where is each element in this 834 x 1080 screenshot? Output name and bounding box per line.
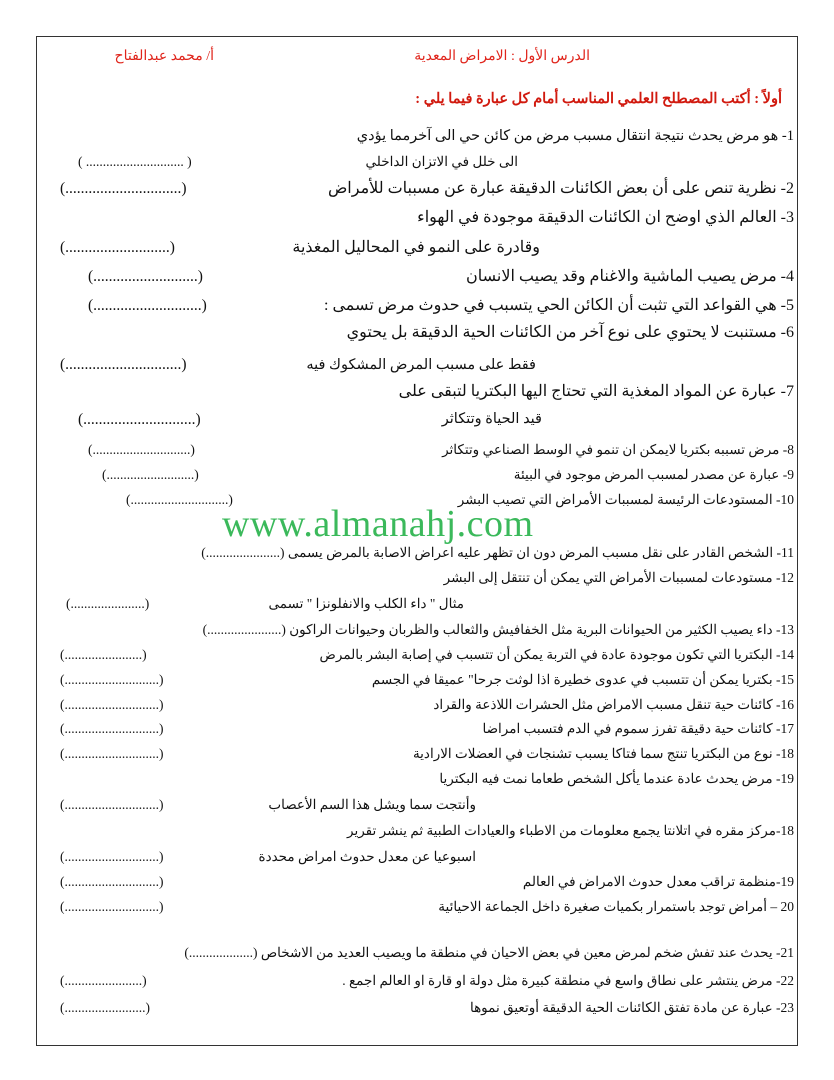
item-1-line-1: 1- هو مرض يحدث نتيجة انتقال مسبب مرض من كائن حي الى آخرمما يؤدي [356,128,794,144]
item-9-answer-blank[interactable]: (..........................) [102,467,199,482]
item-2-answer-blank[interactable]: (..............................) [60,180,187,197]
item-15-line-1: 15- بكتريا يمكن أن تتسبب في عدوى خطيرة اذا لوثت جرحا" عميقا في الجسم [371,672,794,687]
item-15-answer-blank[interactable]: (............................) [60,672,164,687]
item-22-line-1: 22- مرض ينتشر على نطاق واسع في منطقة كبيرة مثل دولة او قارة او العالم اجمع . [342,973,794,988]
item-1-answer-blank[interactable]: ( ............................. ) [78,154,192,169]
item-19b-line-1: 19-منظمة تراقب معدل حدوث الامراض في العالم [522,874,794,889]
teacher-name: أ/ محمد عبدالفتاح [114,49,214,64]
item-6-line-2: فقط على مسبب المرض المشكوك فيه [306,357,536,373]
item-19-answer-blank[interactable]: (............................) [60,797,164,812]
item-10-answer-blank[interactable]: (.............................) [126,492,233,507]
item-6-line-1: 6- مستنبت لا يحتوي على نوع آخر من الكائنات الحية الدقيقة بل يحتوي [346,324,794,341]
item-18-answer-blank[interactable]: (............................) [60,746,164,761]
item-3-line-1: 3- العالم الذي اوضح ان الكائنات الدقيقة موجودة في الهواء [417,209,794,226]
item-7-line-2: قيد الحياة وتتكاثر [441,411,542,427]
item-19-line-2: وأنتجت سما ويشل هذا السم الأعصاب [268,797,476,812]
item-17-line-1: 17- كائنات حية دقيقة تفرز سموم في الدم فتسبب امراضا [482,721,794,736]
item-5-line-1: 5- هي القواعد التي تثبت أن الكائن الحي يتسبب في حدوث مرض تسمى : [324,297,794,314]
item-12-line-1: 12- مستودعات لمسببات الأمراض التي يمكن أن تنتقل إلى البشر [443,570,794,585]
item-13-line-1: 13- داء يصيب الكثير من الحيوانات البرية مثل الخفافيش والثعالب والظربان وحيوانات الراكون (......................) [202,622,794,637]
item-4-line-1: 4- مرض يصيب الماشية والاغنام وقد يصيب الانسان [465,268,794,285]
item-16-line-1: 16- كائنات حية تنقل مسبب الامراض مثل الحشرات اللاذعة والقراد [433,697,794,712]
item-23-line-1: 23- عبارة عن مادة تفتق الكائنات الحية الدقيقة أوتعيق نموها [469,1000,794,1015]
section-title: أولاً : أكتب المصطلح العلمي المناسب أمام كل عبارة فيما يلي : [415,91,782,107]
item-12-line-2: مثال " داء الكلب والانفلونزا " تسمى [268,596,464,611]
item-12-answer-blank[interactable]: (......................) [66,596,150,611]
item-14-answer-blank[interactable]: (.......................) [60,647,147,662]
item-10-line-1: 10- المستودعات الرئيسة لمسببات الأمراض التي تصيب البشر [457,492,794,507]
item-20-line-1: 20 – أمراض توجد باستمرار بكميات صغيرة داخل الجماعة الاحيائية [438,899,794,914]
item-20-answer-blank[interactable]: (............................) [60,899,164,914]
item-4-answer-blank[interactable]: (...........................) [88,268,203,285]
item-3-line-2: وقادرة على النمو في المحاليل المغذية [292,239,540,256]
item-21-line-1: 21- يحدث عند تفش ضخم لمرض معين في بعض الاحيان في منطقة ما ويصيب العديد من الاشخاص (...................) [184,945,794,960]
item-5-answer-blank[interactable]: (............................) [88,297,207,314]
item-19-line-1: 19- مرض يحدث عادة عندما يأكل الشخص طعاما نمت فيه البكتريا [439,771,794,786]
lesson-title: الدرس الأول : الامراض المعدية [414,49,590,64]
item-14-line-1: 14- البكتريا التي تكون موجودة عادة في التربة يمكن أن تتسبب في إصابة البشر بالمرض [319,647,794,662]
item-7-answer-blank[interactable]: (.............................) [78,411,201,428]
item-9-line-1: 9- عبارة عن مصدر لمسبب المرض موجود في البيئة [513,467,794,482]
item-18b-answer-blank[interactable]: (............................) [60,849,164,864]
item-3-answer-blank[interactable]: (...........................) [60,239,175,256]
item-8-answer-blank[interactable]: (.............................) [88,442,195,457]
item-19b-answer-blank[interactable]: (............................) [60,874,164,889]
item-6-answer-blank[interactable]: (..............................) [60,356,187,373]
item-16-answer-blank[interactable]: (............................) [60,697,164,712]
item-18b-line-1: 18-مركز مقره في اتلانتا يجمع معلومات من الاطباء والعيادات الطبية ثم ينشر تقرير [347,823,794,838]
item-23-answer-blank[interactable]: (........................) [60,1000,150,1015]
item-11-line-1: 11- الشخص القادر على نقل مسبب المرض دون ان تظهر عليه اعراض الاصابة بالمرض يسمى (......................) [201,545,794,560]
item-17-answer-blank[interactable]: (............................) [60,721,164,736]
item-18-line-1: 18- نوع من البكتريا تنتج سما فتاكا يسبب تشنجات في العضلات الارادية [412,746,794,761]
item-1-line-2: الى خلل في الاتزان الداخلي [365,154,518,169]
watermark: www.almanahj.com [222,503,534,545]
item-8-line-1: 8- مرض تسببه بكتريا لايمكن ان تنمو في الوسط الصناعي وتتكاثر [442,442,794,457]
item-7-line-1: 7- عبارة عن المواد المغذية التي تحتاج اليها البكتريا لتبقى على [398,383,794,400]
item-2-line-1: 2- نظرية تنص على أن بعض الكائنات الدقيقة عبارة عن مسببات للأمراض [327,180,794,197]
item-18b-line-2: اسبوعيا عن معدل حدوث امراض محددة [258,849,476,864]
item-22-answer-blank[interactable]: (.......................) [60,973,147,988]
